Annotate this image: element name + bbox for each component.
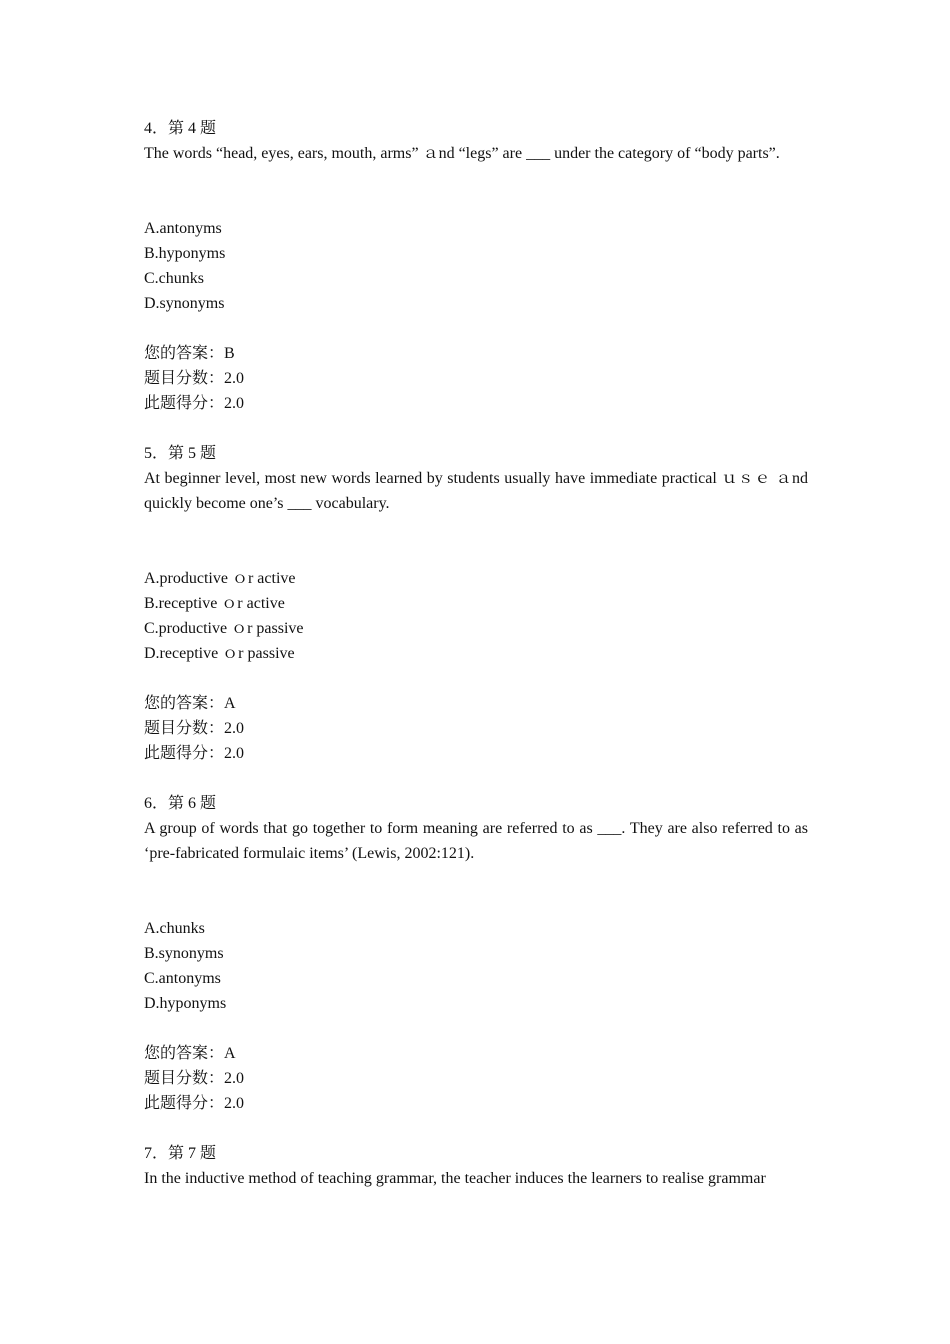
option-a: A.antonyms — [144, 220, 222, 237]
your-answer: 您的答案：B — [144, 345, 235, 362]
option-b: B.receptive ｏr active — [144, 595, 285, 612]
spacer — [144, 866, 808, 916]
question-4 — [144, 116, 808, 416]
option-d: D.receptive ｏr passive — [144, 645, 295, 662]
spacer — [144, 666, 808, 691]
your-answer: 您的答案：A — [144, 695, 236, 712]
question-text: The words “head, eyes, ears, mouth, arms” ａnd “legs” are ___ under the category of “body parts”. — [144, 145, 780, 162]
question-heading: 6．第 6 题 — [144, 795, 217, 812]
option-b: B.synonyms — [144, 945, 224, 962]
option-c: C.chunks — [144, 270, 204, 287]
option-d: D.synonyms — [144, 295, 225, 312]
quiz-document — [144, 116, 812, 1216]
earned-score: 此题得分：2.0 — [144, 1095, 245, 1112]
question-score: 题目分数：2.0 — [144, 370, 245, 387]
question-text: A group of words that go together to form meaning are referred to as ___. They are also referred to as ‘pre-fabricated formulaic items’ (Lewis, 2002:121). — [144, 820, 812, 862]
your-answer: 您的答案：A — [144, 1045, 236, 1062]
option-b: B.hyponyms — [144, 245, 226, 262]
question-5 — [144, 441, 812, 766]
question-6 — [144, 791, 812, 1116]
option-c: C.antonyms — [144, 970, 221, 987]
question-heading: 4．第 4 题 — [144, 120, 217, 137]
option-d: D.hyponyms — [144, 995, 227, 1012]
question-7 — [144, 1141, 808, 1191]
question-text: In the inductive method of teaching grammar, the teacher induces the learners to realise grammar — [144, 1170, 766, 1187]
question-text: At beginner level, most new words learned by students usually have immediate practical ｕｓｅ ａnd quickly become one’s ___ vocabulary. — [144, 470, 812, 512]
spacer — [144, 316, 808, 341]
option-c: C.productive ｏr passive — [144, 620, 304, 637]
earned-score: 此题得分：2.0 — [144, 745, 245, 762]
question-score: 题目分数：2.0 — [144, 720, 245, 737]
spacer — [144, 166, 808, 216]
option-a: A.chunks — [144, 920, 205, 937]
spacer — [144, 1016, 808, 1041]
question-score: 题目分数：2.0 — [144, 1070, 245, 1087]
question-heading: 7．第 7 题 — [144, 1145, 217, 1162]
spacer — [144, 516, 808, 566]
option-a: A.productive ｏr active — [144, 570, 296, 587]
question-heading: 5．第 5 题 — [144, 445, 217, 462]
earned-score: 此题得分：2.0 — [144, 395, 245, 412]
